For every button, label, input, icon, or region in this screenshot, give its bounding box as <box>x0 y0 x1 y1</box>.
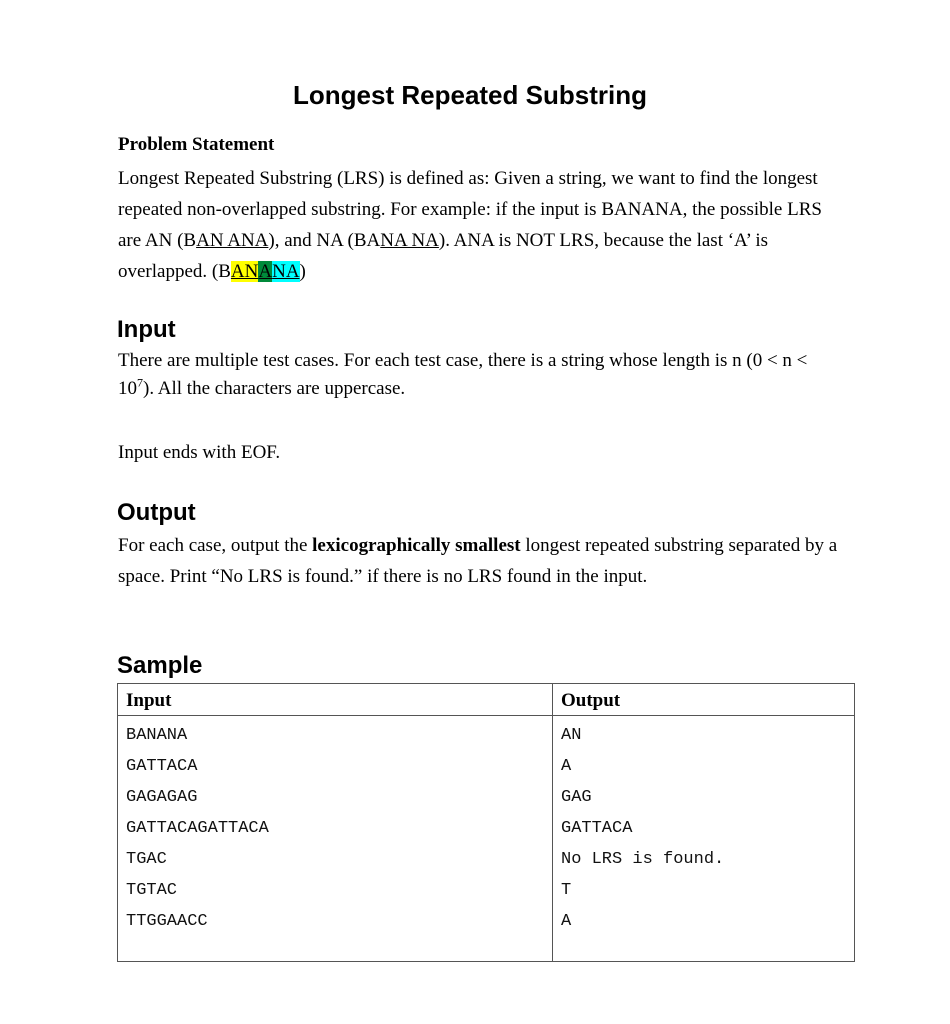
page-title: Longest Repeated Substring <box>293 80 647 110</box>
output-heading: Output <box>117 499 196 526</box>
problem-statement-heading: Problem Statement <box>118 134 275 155</box>
highlight-cyan: NA <box>272 261 300 282</box>
sample-input-line: TTGGAACC <box>126 912 208 931</box>
highlight-yellow: AN <box>230 261 259 282</box>
sample-input-cell <box>118 716 553 962</box>
output-bold-text: lexicographically smallest <box>312 535 521 556</box>
sample-output-header: Output <box>553 684 855 716</box>
output-text-part: longest repeated substring separated by a space. Print “No LRS is found.” if there is no LRS found in the input. <box>118 535 838 587</box>
sample-input-line: GATTACAGATTACA <box>126 819 269 838</box>
problem-statement-text <box>118 163 838 287</box>
sample-output-line: GATTACA <box>561 819 633 838</box>
problem-text-part: Longest Repeated Substring (LRS) is defined as: Given a string, we want to find the longest repeated non-overlapped substring. For example: if the input is BANANA, the possible LRS are AN (B <box>118 168 822 251</box>
sample-output-line: A <box>561 912 572 931</box>
sample-input-line: TGTAC <box>126 881 178 900</box>
sample-output-line: GAG <box>561 788 592 807</box>
sample-input-line: TGAC <box>126 850 167 869</box>
underlined-na-na: NA NA <box>380 230 439 251</box>
input-eof-note: Input ends with EOF. <box>118 442 281 463</box>
sample-output-line: T <box>561 881 572 900</box>
input-text-part: There are multiple test cases. For each test case, there is a string whose length is n (0 < n < 10 <box>118 350 808 399</box>
exponent: 7 <box>137 375 143 390</box>
output-text-part: For each case, output the <box>118 535 313 556</box>
sample-input-header: Input <box>118 684 553 716</box>
sample-input-line: BANANA <box>126 726 188 745</box>
underlined-an-ana: AN ANA <box>196 230 269 251</box>
sample-output-cell <box>553 716 855 962</box>
sample-output-line: A <box>561 757 572 776</box>
output-description <box>118 530 838 592</box>
highlight-green: A <box>258 261 273 282</box>
problem-text-part: ) <box>299 261 306 282</box>
sample-input-line: GATTACA <box>126 757 198 776</box>
sample-output-line: No LRS is found. <box>561 850 725 869</box>
input-description <box>118 347 838 403</box>
sample-table <box>117 683 855 962</box>
sample-heading: Sample <box>117 652 203 679</box>
problem-text-part: ), and NA (BA <box>268 230 381 251</box>
sample-output-line: AN <box>561 726 582 745</box>
problem-text-part: ). ANA is NOT LRS, because the last ‘A’ is overlapped. (B <box>118 230 769 282</box>
sample-input-line: GAGAGAG <box>126 788 198 807</box>
input-heading: Input <box>117 316 176 343</box>
input-text-part: ). All the characters are uppercase. <box>143 378 406 399</box>
